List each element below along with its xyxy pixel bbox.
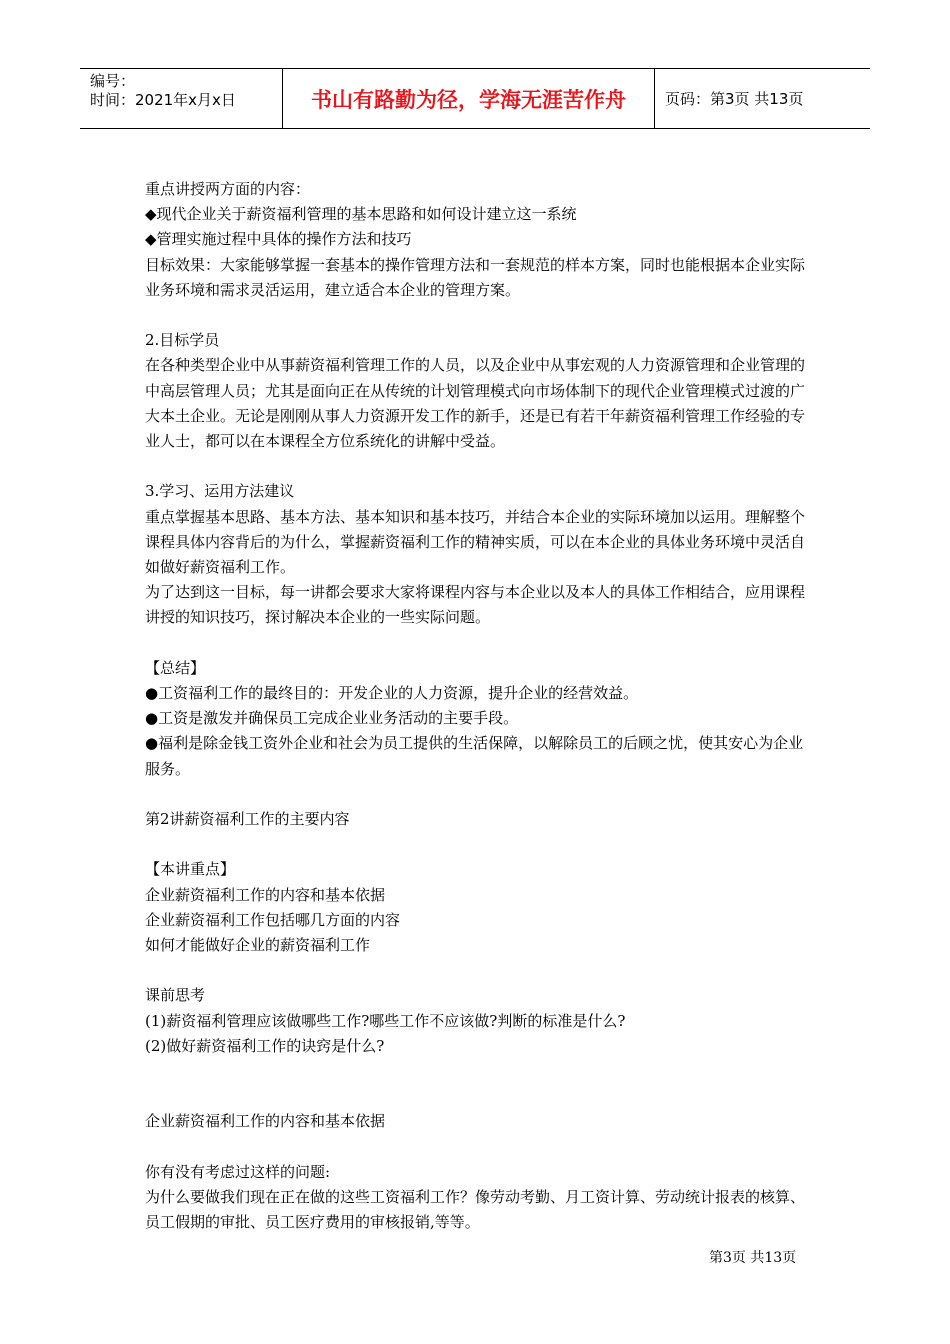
goal-paragraph: 目标效果：大家能够掌握一套基本的操作管理方法和一套规范的样本方案，同时也能根据本企业实际业务环境和需求灵活运用，建立适合本企业的管理方案。: [145, 255, 806, 299]
key-point-1: 企业薪资福利工作的内容和基本依据: [145, 885, 386, 904]
thinking-question-2: (2)做好薪资福利工作的诀窍是什么?: [145, 1036, 385, 1055]
summary-item-1: ●工资福利工作的最终目的：开发企业的人力资源，提升企业的经营效益。: [145, 684, 639, 703]
key-point-3: 如何才能做好企业的薪资福利工作: [145, 936, 371, 955]
summary-item-3: ●福利是除金钱工资外企业和社会为员工提供的生活保障，以解除员工的后顾之忧，使其安心为企业服务。: [145, 734, 804, 778]
pre-class-thinking-heading: 课前思考: [145, 986, 206, 1005]
summary-item-2: ●工资是激发并确保员工完成企业业务活动的主要手段。: [145, 709, 519, 728]
thinking-question-1: (1)薪资福利管理应该做哪些工作?哪些工作不应该做?判断的标准是什么?: [145, 1011, 626, 1030]
document-date: 时间：2021年x月x日: [90, 91, 236, 109]
header-page-code: 页码：第3页 共13页: [665, 90, 804, 108]
document-number-label: 编号：: [90, 72, 136, 90]
key-point-2: 企业薪资福利工作包括哪几方面的内容: [145, 910, 401, 929]
question-intro: 你有没有考虑过这样的问题:: [145, 1162, 331, 1181]
method-paragraph-1: 重点掌握基本思路、基本方法、基本知识和基本技巧，并结合本企业的实际环境加以运用。理解整个课程具体内容背后的为什么，掌握薪资福利工作的精神实质，可以在本企业的具体业务环境中灵活自如做好薪资福利工作。: [145, 507, 806, 577]
section-title: 企业薪资福利工作的内容和基本依据: [145, 1112, 386, 1131]
intro-heading: 重点讲授两方面的内容：: [145, 180, 311, 198]
page-footer: 第3页 共13页: [709, 1250, 797, 1266]
header-motto: 书山有路勤为径，学海无涯苦作舟: [282, 69, 655, 128]
header-meta: [80, 69, 282, 128]
target-students-heading: 2.目标学员: [145, 331, 220, 350]
page-header: [80, 68, 870, 129]
method-paragraph-2: 为了达到这一目标，每一讲都会要求大家将课程内容与本企业以及本人的具体工作相结合，应用课程讲授的知识技巧，探讨解决本企业的一些实际问题。: [145, 583, 806, 627]
summary-heading: 【总结】: [145, 658, 206, 677]
key-points-heading: 【本讲重点】: [145, 860, 236, 879]
intro-bullet-1: ◆现代企业关于薪资福利管理的基本思路和如何设计建立这一系统: [145, 205, 577, 224]
document-body: [145, 177, 813, 1235]
question-paragraph: 为什么要做我们现在正在做的这些工资福利工作？像劳动考勤、月工资计算、劳动统计报表的核算、员工假期的审批、员工医疗费用的审核报销,等等。: [145, 1188, 806, 1232]
intro-bullet-2: ◆管理实施过程中具体的操作方法和技巧: [145, 230, 412, 249]
lecture-2-title: 第2讲薪资福利工作的主要内容: [145, 810, 350, 829]
method-heading: 3.学习、运用方法建议: [145, 482, 295, 501]
target-students-paragraph: 在各种类型企业中从事薪资福利管理工作的人员，以及企业中从事宏观的人力资源管理和企业管理的中高层管理人员；尤其是面向正在从传统的计划管理模式向市场体制下的现代企业管理模式过渡的广大本土企业。无论是刚刚从事人力资源开发工作的新手，还是已有若干年薪资福利管理工作经验的专业人士，都可以在本课程全方位系统化的讲解中受益。: [145, 356, 806, 451]
